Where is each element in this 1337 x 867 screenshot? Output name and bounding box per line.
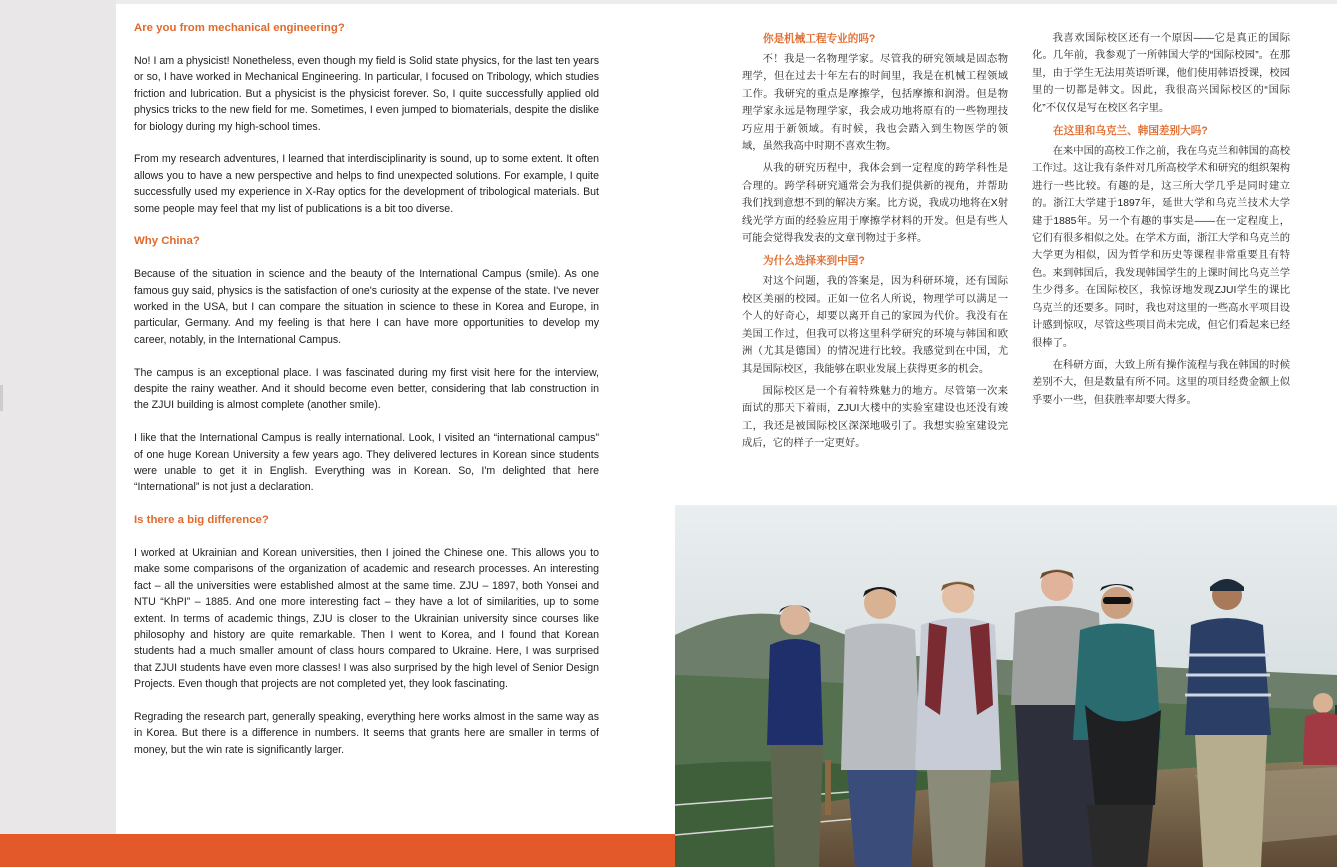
chinese-article-column-1 <box>742 30 1008 458</box>
cn-paragraph-3: 对这个问题，我的答案是，因为科研环境，还有国际校区美丽的校园。正如一位名人所说，物理学可以满足一个人的好奇心，却要以离开自己的家园为代价。我没有在美国工作过，但我可以将这里科学研究的环境与韩国和欧洲（尤其是德国）的情况进行比较。我感觉到在中国，尤其是国际校区，我能够在职业发展上获得更多的机会。 <box>742 276 1008 375</box>
top-strip <box>0 0 1337 4</box>
left-page-margin <box>0 0 116 834</box>
cn-paragraph-4: 国际校区是一个有着特殊魅力的地方。尽管第一次来面试的那天下着雨，ZJUI大楼中的实验室建设也还没有竣工，我还是被国际校区深深地吸引了。我想实验室建设完成后，它的样子一定更好。 <box>742 385 1008 450</box>
cn-paragraph-1: 不！我是一名物理学家。尽管我的研究领域是固态物理学，但在过去十年左右的时间里，我是在机械工程领域工作。我研究的重点是摩擦学，包括摩擦和润滑。但是物理学家永远是物理学家，我会成功地将原有的一些物理技巧应用于新领域。有时候，我也会踏入到生物医学的领域，虽然我高中时期不喜欢生物。 <box>742 54 1008 153</box>
cn-paragraph-7: 在科研方面，大致上所有操作流程与我在韩国的时候差别不大，但是数量有所不同。这里的项目经费金额上似乎要小一些，但获胜率却要大得多。 <box>1032 359 1290 406</box>
fence-post <box>825 760 831 815</box>
cn-heading-big-difference: 在这里和乌克兰、韩国差别大吗? <box>1053 125 1208 138</box>
english-article-column <box>134 20 599 774</box>
cn-heading-mechanical-engineering: 你是机械工程专业的吗? <box>763 33 876 45</box>
english-paragraph-2: From my research adventures, I learned that interdisciplinarity is sound, up to some extent. It often allows you to have a new perspective and helps to find unexpected solutions. For example, I quite successfully used my experience in X-Ray optics for the development of tribological materials. But some people may feel that my list of publications is a bit too diverse. <box>134 153 599 215</box>
english-paragraph-1: No! I am a physicist! Nonetheless, even though my field is Solid state physics, for the last ten years or so, I have worked in Mechanical Engineering. In particular, I focused on Tribology, which studies friction and lubrication. But a physicist is the physicist forever. So, I quite successfully applied old physics tricks to the new field for me. Sometimes, I even jumped to biomaterials, despite the dislike for biology during my high-school times. <box>134 55 599 133</box>
person-2 <box>841 587 921 867</box>
cn-heading-why-china: 为什么选择来到中国? <box>763 255 865 268</box>
group-photo <box>675 505 1337 867</box>
english-paragraph-7: Regrading the research part, generally speaking, everything here works almost in the same way as in Korea. But there is a difference in numbers. It seems that grants here are smaller in terms of money, but the win rate is significantly larger. <box>134 710 599 756</box>
page-edge-marker <box>0 385 3 411</box>
heading-big-difference: Is there a big difference? <box>134 514 269 527</box>
orange-footer-bar <box>0 834 675 867</box>
person-1 <box>767 605 823 867</box>
group-photo-illustration <box>675 505 1337 867</box>
english-paragraph-3: Because of the situation in science and the beauty of the International Campus (smile). As one famous guy said, physics is the satisfaction of one's curiosity at the expense of the state. I've never worked in the USA, but I can compare the situation in science to these in Korea and Europe, in particular, Germany. And my feeling is that here I can have more opportunities to develop my career, notably, in the International Campus. <box>134 268 599 346</box>
english-paragraph-5: I like that the International Campus is really international. Look, I visited an “international campus” of one huge Korean University a few years ago. They delivered lectures in Korean since students were unable to get it in English. Everything was in Korean. So, I'm delighted that here “International” is not just a declaration. <box>134 432 599 494</box>
english-paragraph-6: I worked at Ukrainian and Korean universities, then I joined the Chinese one. This allows you to make some comparisons of the organization of academic and research processes. An interesting fact – all the universities were established almost at the same time. ZJU – 1897, both Yonsei and NTU “KhPI” – 1885. And one more interesting fact – they have a lot of similarities, up to some extent. In terms of academic things, ZJU is closer to the Ukrainian university since courses like philosophy and history are quite remarkable. Then I went to Korea, and I found that Korean students had a much smaller amount of class hours compared to Ukraine. Here, I was surprised that ZJUI students have even more classes! I was also surprised by the high level of Senior Design Projects. Even though that projects are not completed yet, they look fascinating. <box>134 547 599 691</box>
heading-why-china: Why China? <box>134 235 200 248</box>
heading-mechanical-engineering: Are you from mechanical engineering? <box>134 22 345 34</box>
cn-paragraph-6: 在来中国的高校工作之前，我在乌克兰和韩国的高校工作过。这让我有条件对几所高校学术和研究的组织架构进行一些比较。有趣的是，这三所大学几乎是同时建立的。浙江大学建于1897年，延世大学和乌克兰技术大学建于1885年。另一个有趣的事实是——在一定程度上，它们有很多相似之处。在学术方面，浙江大学和乌克兰的大学更为相似，因为哲学和历史等课程非常重要且有特色。来到韩国后，我发现韩国学生的上课时间比乌克兰学生少得多。在国际校区，我惊讶地发现ZJUI学生的课比乌克兰的还要多。同时，我也对这里的一些高水平项目设计感到惊叹，尽管这些项目尚未完成，但它们看起来已经很棒了。 <box>1032 146 1290 349</box>
chinese-article-column-2 <box>1032 30 1290 414</box>
cn-paragraph-2: 从我的研究历程中，我体会到一定程度的跨学科性是合理的。跨学科研究通常会为我们提供新的视角，并帮助我们找到意想不到的解决方案。比方说，我成功地将在X射线光学方面的经验应用于摩擦学材料的开发。但是有些人可能会觉得我发表的文章刊物过于多样。 <box>742 163 1008 245</box>
english-paragraph-4: The campus is an exceptional place. I was fascinated during my first visit here for the interview, despite the rainy weather. And it should become even better, considering that lab construction in the ZJUI building is almost complete (another smile). <box>134 366 599 412</box>
cn-paragraph-5: 我喜欢国际校区还有一个原因——它是真正的国际化。几年前，我参观了一所韩国大学的“国际校园”。在那里，由于学生无法用英语听课，他们使用韩语授课，校园里的一切都是韩文。因此，我很高兴国际校区的“国际化”不仅仅是写在校区名字里。 <box>1032 33 1290 114</box>
